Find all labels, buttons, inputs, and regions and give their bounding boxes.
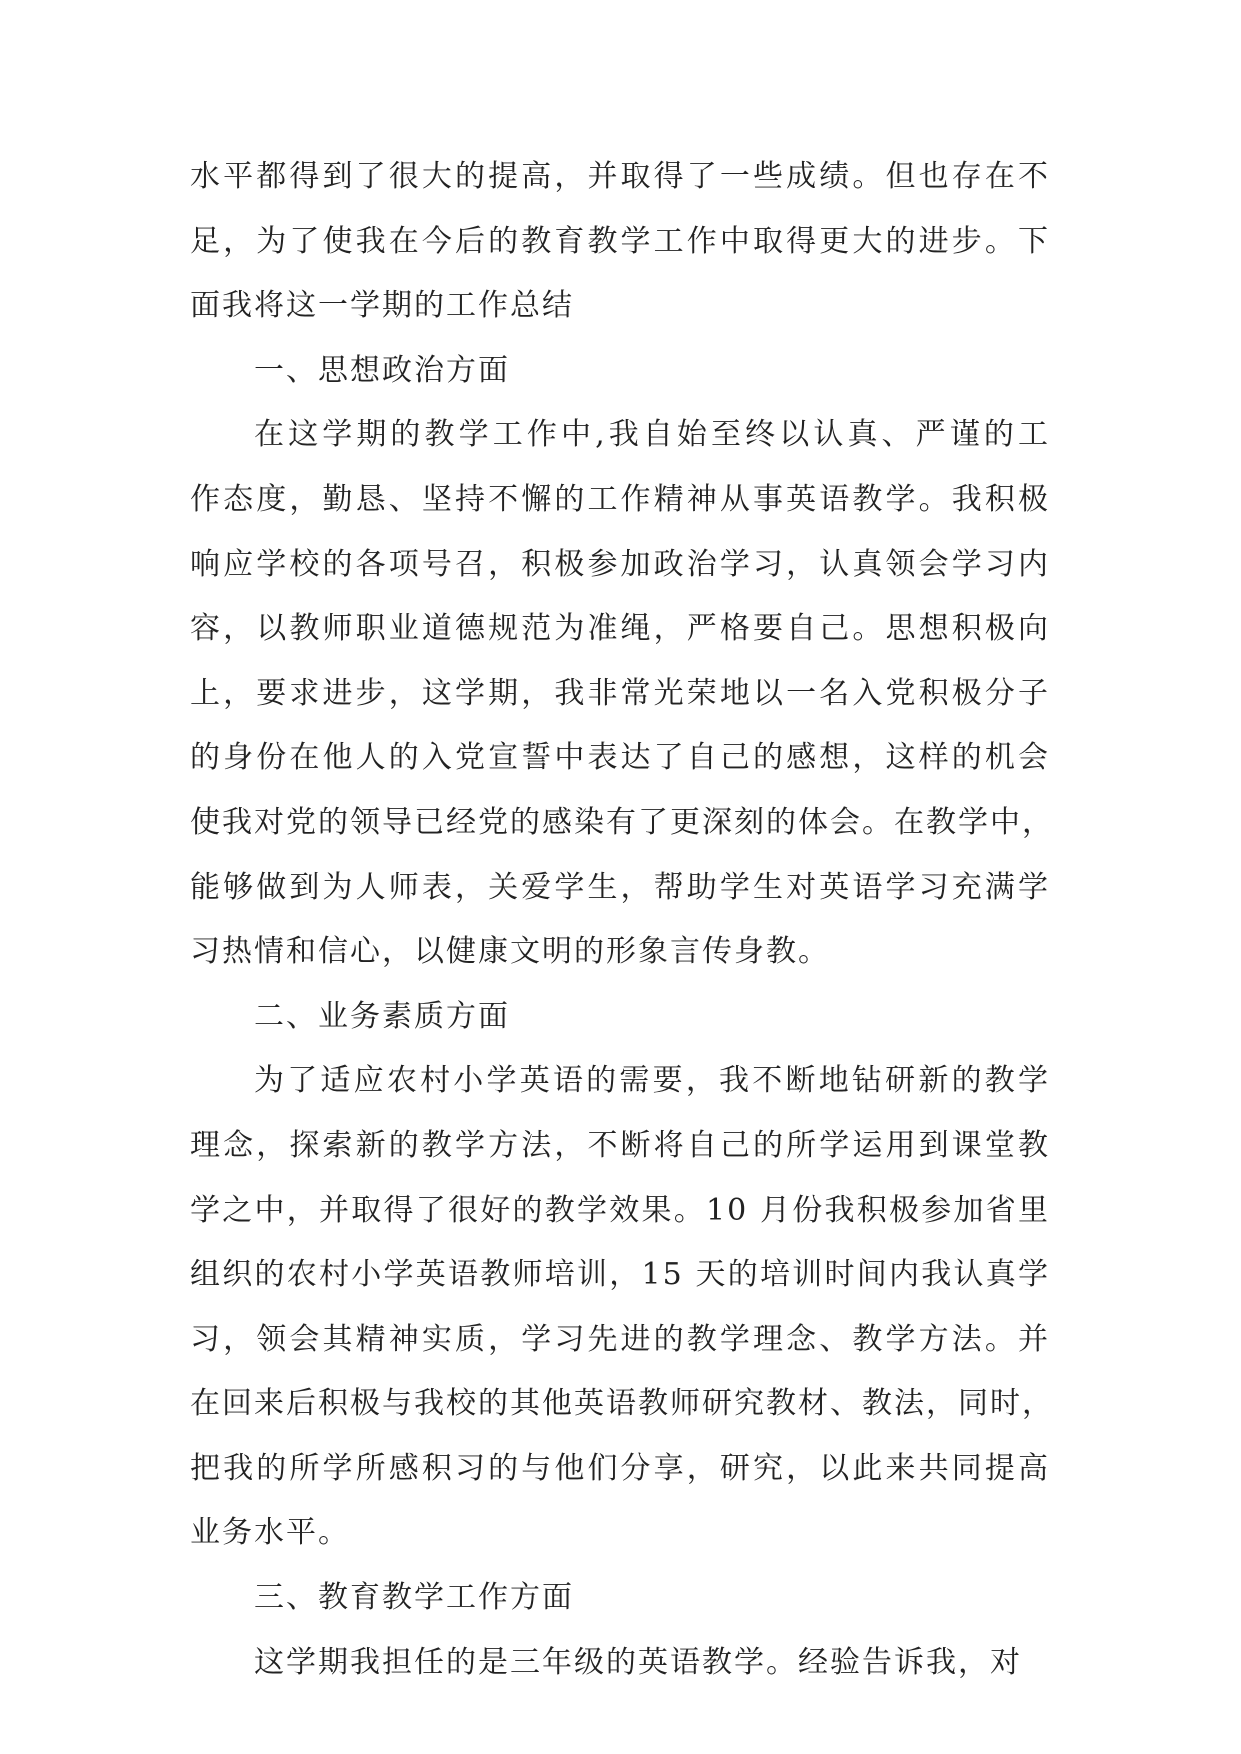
text-line: 理念，探索新的教学方法，不断将自己的所学运用到课堂教 bbox=[190, 1127, 1050, 1163]
text-line: 上，要求进步，这学期，我非常光荣地以一名入党积极分子 bbox=[190, 675, 1050, 711]
text-line: 在回来后积极与我校的其他英语教师研究教材、教法，同时， bbox=[190, 1386, 1054, 1422]
text-line: 学之中，并取得了很好的教学效果。10 月份我积极参加省里 bbox=[190, 1192, 1050, 1228]
text-line: 足，为了使我在今后的教育教学工作中取得更大的进步。下 bbox=[190, 223, 1050, 259]
text-line: 二、业务素质方面 bbox=[254, 998, 510, 1034]
text-line: 这学期我担任的是三年级的英语教学。经验告诉我，对 bbox=[254, 1644, 1022, 1680]
section-heading bbox=[190, 1566, 1050, 1631]
body-paragraph bbox=[190, 145, 1050, 339]
text-line: 容，以教师职业道德规范为准绳，严格要自己。思想积极向 bbox=[190, 611, 1050, 647]
text-line: 的身份在他人的入党宣誓中表达了自己的感想，这样的机会 bbox=[190, 740, 1050, 776]
text-line: 面我将这一学期的工作总结 bbox=[190, 288, 574, 324]
section-heading bbox=[190, 339, 1050, 404]
text-line: 习，领会其精神实质，学习先进的教学理念、教学方法。并 bbox=[190, 1321, 1050, 1357]
body-paragraph bbox=[190, 403, 1054, 984]
text-line: 水平都得到了很大的提高，并取得了一些成绩。但也存在不 bbox=[190, 159, 1050, 194]
text-line: 三、教育教学工作方面 bbox=[254, 1580, 574, 1616]
document-body bbox=[190, 145, 1054, 1695]
text-line: 组织的农村小学英语教师培训，15 天的培训时间内我认真学 bbox=[190, 1257, 1050, 1293]
text-line: 响应学校的各项号召，积极参加政治学习，认真领会学习内 bbox=[190, 546, 1050, 582]
text-line: 业务水平。 bbox=[190, 1515, 350, 1551]
text-line: 为了适应农村小学英语的需要，我不断地钻研新的教学 bbox=[254, 1063, 1050, 1099]
body-paragraph bbox=[190, 1631, 1050, 1696]
text-line: 使我对党的领导已经党的感染有了更深刻的体会。在教学中， bbox=[190, 804, 1054, 840]
text-line: 习热情和信心，以健康文明的形象言传身教。 bbox=[190, 934, 830, 970]
text-line: 作态度，勤恳、坚持不懈的工作精神从事英语教学。我积极 bbox=[190, 481, 1050, 517]
text-line: 能够做到为人师表，关爱学生，帮助学生对英语学习充满学 bbox=[190, 869, 1050, 905]
text-line: 把我的所学所感积习的与他们分享，研究，以此来共同提高 bbox=[190, 1450, 1050, 1486]
section-heading bbox=[190, 985, 1050, 1050]
body-paragraph bbox=[190, 1049, 1054, 1566]
text-line: 一、思想政治方面 bbox=[254, 352, 510, 388]
text-line: 在这学期的教学工作中,我自始至终以认真、严谨的工 bbox=[254, 417, 1050, 453]
